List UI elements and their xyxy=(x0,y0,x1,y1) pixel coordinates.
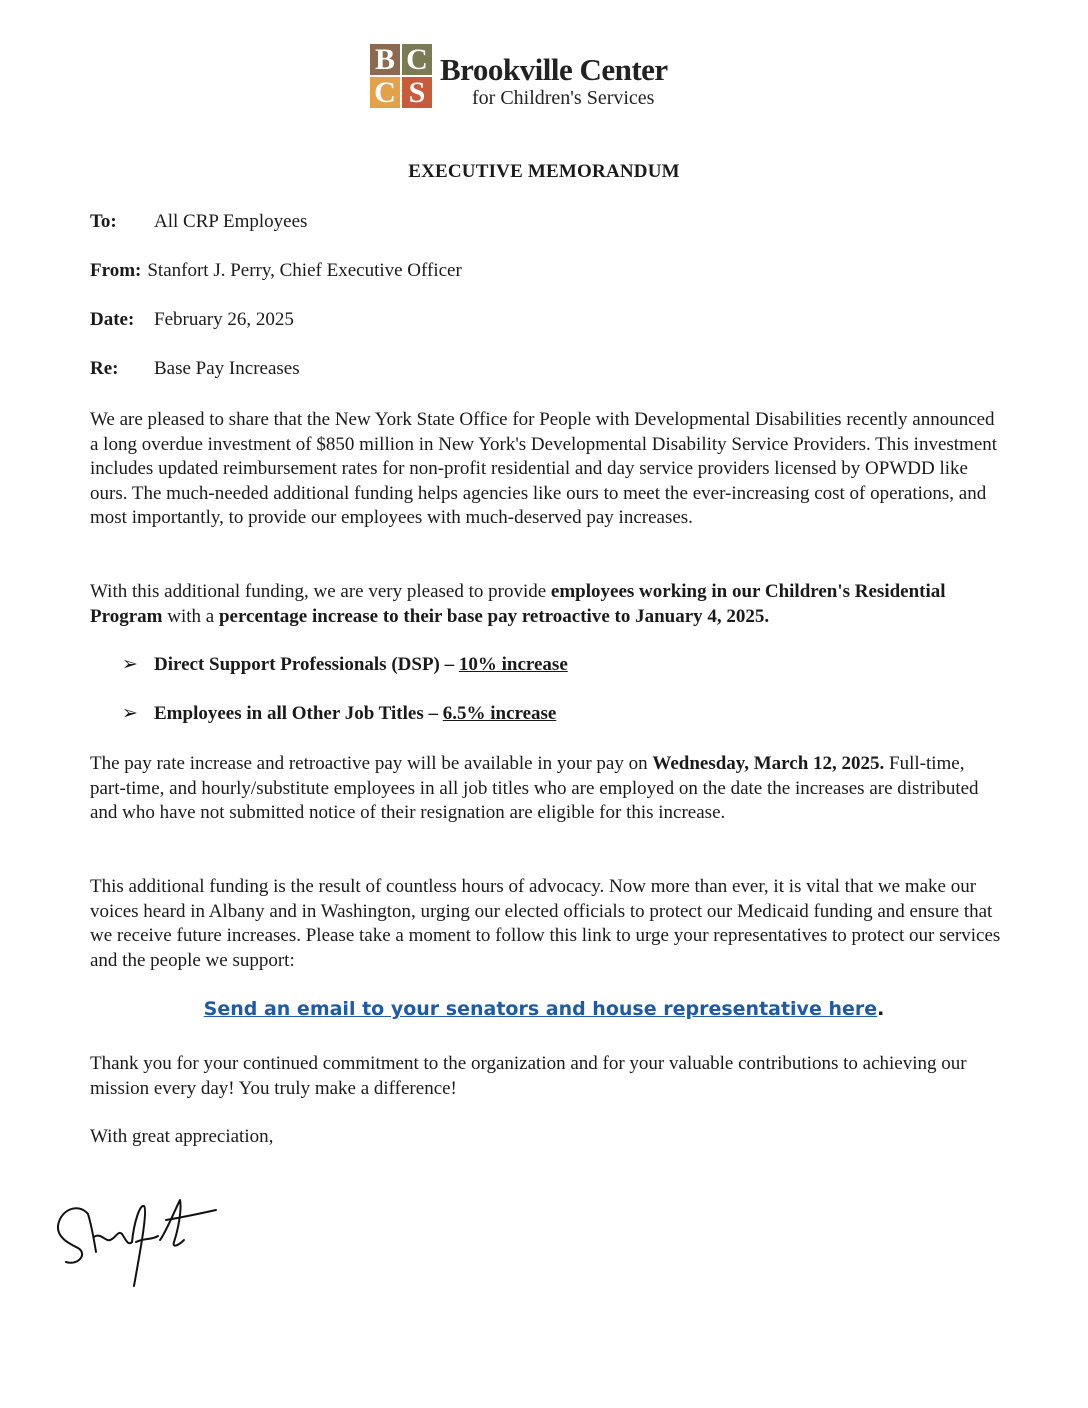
closing-text: With great appreciation, xyxy=(90,1126,274,1147)
paragraph-thanks xyxy=(90,1052,1005,1101)
bullet-dsp xyxy=(122,653,568,676)
paragraph-text xyxy=(90,752,1005,826)
logo-letter-c: C xyxy=(402,44,432,75)
letterhead-logo xyxy=(370,44,730,114)
from-label: From: xyxy=(90,260,142,281)
link-period: . xyxy=(877,998,885,1020)
org-name: Brookville Center xyxy=(440,52,668,87)
memo-to xyxy=(90,211,308,233)
bullet-label: Direct Support Professionals (DSP) – xyxy=(154,654,459,675)
arrow-bullet-icon: ➢ xyxy=(122,654,138,675)
text-bold: employees working in our Children's Residential Program xyxy=(90,581,946,627)
date-label: Date: xyxy=(90,309,135,330)
date-value: February 26, 2025 xyxy=(154,309,294,330)
bullet-value: 6.5% increase xyxy=(442,703,557,724)
logo-letter-s: S xyxy=(402,77,432,108)
text-run: The pay rate increase and retroactive pay will be available in your pay on xyxy=(90,753,653,774)
bullet-other-titles xyxy=(122,702,556,725)
memo-title: EXECUTIVE MEMORANDUM xyxy=(408,161,680,182)
to-value: All CRP Employees xyxy=(154,211,308,232)
paragraph-funding xyxy=(90,408,1005,531)
org-tagline: for Children's Services xyxy=(472,87,655,109)
text-run: with a xyxy=(162,605,219,627)
paragraph-increase xyxy=(90,580,1005,629)
text-run: With this additional funding, we are very pleased to provide xyxy=(90,581,551,602)
paragraph-text: Thank you for your continued commitment to the organization and for your valuable contributions to achieving our mission every day! You truly make a difference! xyxy=(90,1053,967,1099)
bullet-value: 10% increase xyxy=(458,654,568,675)
re-value: Base Pay Increases xyxy=(154,358,300,379)
paragraph-text: We are pleased to share that the New York State Office for People with Developmental Disabilities recently announced a long overdue investment of $850 million in New York's Developmental Disability Service Providers. This investment includes updated reimbursement rates for non-profit residential and day service providers licensed by OPWDD like ours. The much-needed additional funding helps agencies like ours to meet the ever-increasing cost of operations, and most importantly, to provide our employees with much-deserved pay increases. xyxy=(90,409,998,529)
paragraph-text: This additional funding is the result of countless hours of advocacy. Now more than ever, it is vital that we make our voices heard in Albany and in Washington, urging our elected officials to protect our Medicaid funding and ensure that we receive future increases. Please take a moment to follow this link to urge your representatives to protect our services and the people we support: xyxy=(90,876,1001,971)
from-value: Stanfort J. Perry, Chief Executive Officer xyxy=(147,260,462,281)
logo-letter-c: C xyxy=(370,77,400,108)
memo-date xyxy=(90,309,294,331)
advocacy-link-line xyxy=(0,998,1088,1020)
paragraph-advocacy xyxy=(90,875,1005,973)
memo-re xyxy=(90,358,300,380)
logo-letter-b: B xyxy=(370,44,400,75)
text-bold: Wednesday, March 12, 2025. xyxy=(652,753,885,774)
arrow-bullet-icon: ➢ xyxy=(122,703,138,724)
signature-stanfort xyxy=(48,1182,228,1292)
closing-line xyxy=(90,1125,1005,1150)
re-label: Re: xyxy=(90,358,119,379)
logo-mark xyxy=(370,44,432,108)
text-run: Full-time, part-time, and hourly/substitute employees in all job titles who are employed on the date the increases are distributed and who have not submitted notice of their resignation are eligible for this increase. xyxy=(90,753,979,824)
bullet-label: Employees in all Other Job Titles – xyxy=(154,703,443,724)
text-bold: percentage increase to their base pay retroactive to January 4, 2025. xyxy=(218,605,770,627)
email-representatives-link[interactable]: Send an email to your senators and house representative here xyxy=(203,998,878,1020)
memo-from xyxy=(90,260,462,282)
paragraph-pay-date xyxy=(90,752,1005,826)
paragraph-text xyxy=(90,580,1005,629)
to-label: To: xyxy=(90,211,117,232)
